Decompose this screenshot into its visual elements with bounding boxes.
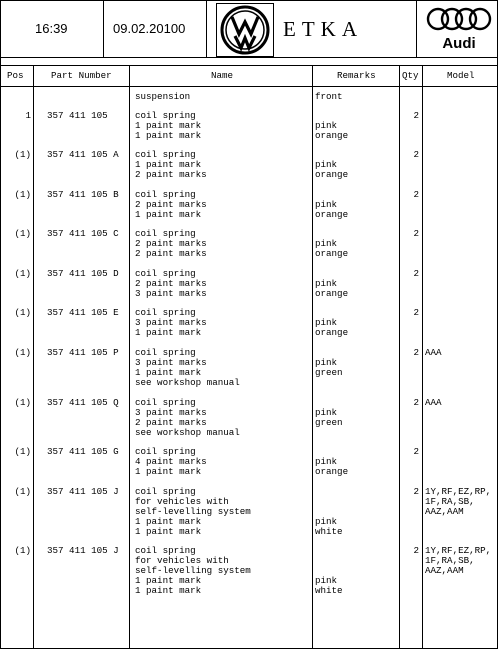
audi-logo-text: Audi bbox=[442, 35, 476, 52]
row-remarks: pink white bbox=[315, 575, 343, 596]
row-part-number: 357 411 105 Q bbox=[47, 397, 119, 408]
row-qty: 2 bbox=[413, 347, 419, 358]
row-part-number: 357 411 105 D bbox=[47, 268, 119, 279]
row-qty: 2 bbox=[413, 545, 419, 556]
col-divider bbox=[129, 65, 130, 648]
col-divider bbox=[422, 65, 423, 648]
row-name: coil spring for vehicles with self-levelling system 1 paint mark 1 paint mark bbox=[135, 486, 251, 537]
row-name: coil spring 2 paint marks 3 paint marks bbox=[135, 268, 207, 299]
time-text: 16:39 bbox=[35, 21, 68, 36]
row-remarks: pink green bbox=[315, 357, 343, 378]
row-pos: (1) bbox=[14, 486, 31, 497]
row-remarks: pink orange bbox=[315, 278, 349, 299]
row-model: 1Y,RF,EZ,RP, 1F,RA,SB, AAZ,AAM bbox=[425, 486, 492, 517]
column-header-remarks: Remarks bbox=[337, 70, 376, 81]
row-pos: (1) bbox=[14, 268, 31, 279]
row-remarks: pink white bbox=[315, 516, 343, 537]
row-model: AAA bbox=[425, 397, 442, 408]
row-qty: 2 bbox=[413, 446, 419, 457]
col-divider bbox=[33, 65, 34, 648]
etka-title: ETKA bbox=[283, 17, 363, 41]
row-part-number: 357 411 105 J bbox=[47, 545, 119, 556]
row-part-number: 357 411 105 A bbox=[47, 149, 119, 160]
row-name: coil spring 3 paint marks 1 paint mark see workshop manual bbox=[135, 347, 240, 388]
row-pos: (1) bbox=[14, 446, 31, 457]
row-model: 1Y,RF,EZ,RP, 1F,RA,SB, AAZ,AAM bbox=[425, 545, 492, 576]
date-text: 09.02.20100 bbox=[113, 21, 186, 36]
row-remarks: pink orange bbox=[315, 456, 349, 477]
column-header-qty: Qty bbox=[402, 70, 419, 81]
row-remarks: pink orange bbox=[315, 199, 349, 220]
row-part-number: 357 411 105 C bbox=[47, 228, 119, 239]
row-pos: (1) bbox=[14, 189, 31, 200]
row-qty: 2 bbox=[413, 228, 419, 239]
page-header bbox=[1, 1, 497, 58]
row-pos: (1) bbox=[14, 149, 31, 160]
row-name: coil spring 4 paint marks 1 paint mark bbox=[135, 446, 207, 477]
column-header-part-number: Part Number bbox=[51, 70, 112, 81]
row-qty: 2 bbox=[413, 149, 419, 160]
row-part-number: 357 411 105 E bbox=[47, 307, 119, 318]
column-header-model: Model bbox=[447, 70, 475, 81]
row-name: coil spring 2 paint marks 1 paint mark bbox=[135, 189, 207, 220]
section-remarks: front bbox=[315, 91, 343, 102]
row-qty: 2 bbox=[413, 397, 419, 408]
column-header-name: Name bbox=[211, 70, 234, 81]
row-name: coil spring 1 paint mark 2 paint marks bbox=[135, 149, 207, 180]
row-part-number: 357 411 105 bbox=[47, 110, 108, 121]
row-qty: 2 bbox=[413, 189, 419, 200]
row-name: coil spring 1 paint mark 1 paint mark bbox=[135, 110, 202, 141]
row-remarks: pink orange bbox=[315, 317, 349, 338]
row-qty: 2 bbox=[413, 307, 419, 318]
row-pos: (1) bbox=[14, 347, 31, 358]
row-name: coil spring 2 paint marks 2 paint marks bbox=[135, 228, 207, 259]
column-header-pos: Pos bbox=[7, 70, 24, 81]
row-remarks: pink orange bbox=[315, 159, 349, 180]
row-pos: (1) bbox=[14, 545, 31, 556]
section-name: suspension bbox=[135, 91, 191, 102]
row-pos: (1) bbox=[14, 307, 31, 318]
time-cell bbox=[1, 1, 104, 57]
row-pos: (1) bbox=[14, 228, 31, 239]
audi-logo bbox=[423, 5, 495, 53]
row-part-number: 357 411 105 B bbox=[47, 189, 119, 200]
row-qty: 2 bbox=[413, 110, 419, 121]
row-part-number: 357 411 105 P bbox=[47, 347, 119, 358]
row-remarks: pink orange bbox=[315, 120, 349, 141]
row-name: coil spring for vehicles with self-levelling system 1 paint mark 1 paint mark bbox=[135, 545, 251, 596]
row-name: coil spring 3 paint marks 2 paint marks see workshop manual bbox=[135, 397, 240, 438]
row-part-number: 357 411 105 J bbox=[47, 486, 119, 497]
col-divider bbox=[312, 65, 313, 648]
row-qty: 2 bbox=[413, 268, 419, 279]
row-remarks: pink green bbox=[315, 407, 343, 428]
row-name: coil spring 3 paint marks 1 paint mark bbox=[135, 307, 207, 338]
row-part-number: 357 411 105 G bbox=[47, 446, 119, 457]
date-cell bbox=[103, 1, 207, 57]
row-remarks: pink orange bbox=[315, 238, 349, 259]
row-model: AAA bbox=[425, 347, 442, 358]
row-qty: 2 bbox=[413, 486, 419, 497]
row-pos: 1 bbox=[25, 110, 31, 121]
row-pos: (1) bbox=[14, 397, 31, 408]
vw-logo bbox=[216, 3, 274, 57]
